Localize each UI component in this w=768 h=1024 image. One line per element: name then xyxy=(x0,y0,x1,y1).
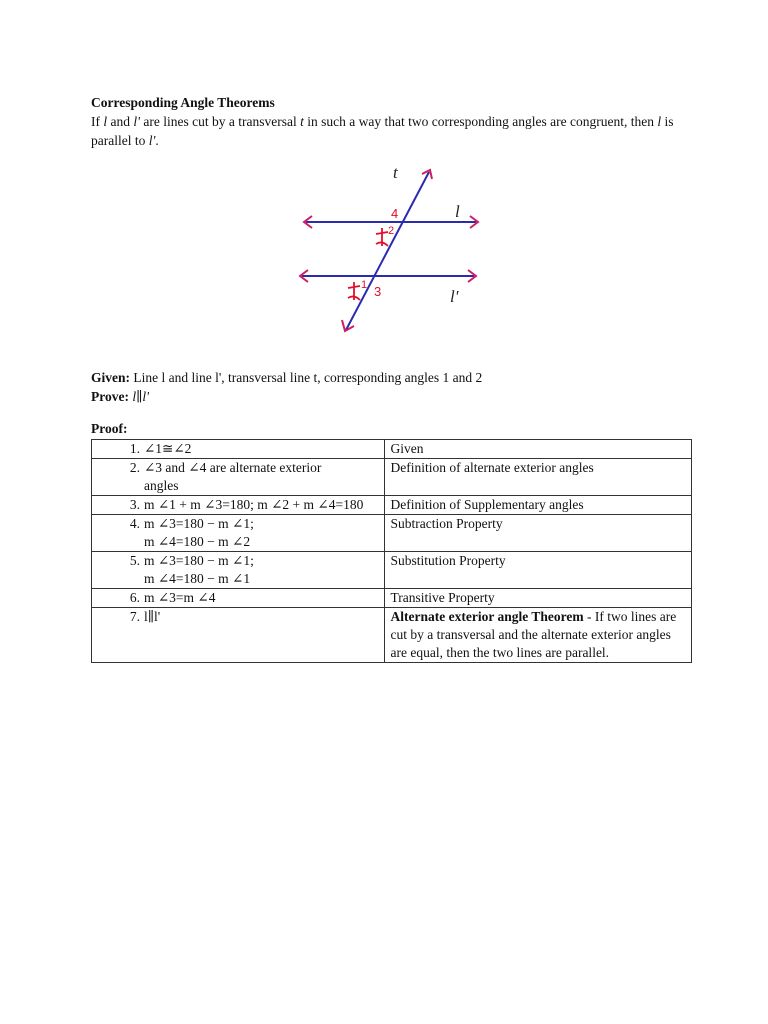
intro-text: in such a way that two corresponding angles are congruent, then xyxy=(303,114,658,129)
transversal-symbol: t xyxy=(300,114,304,129)
angle-mark-1 xyxy=(348,282,360,300)
intro-text: is parallel to xyxy=(91,114,674,148)
reason-text: Transitive Property xyxy=(390,590,495,605)
prove-label: Prove: xyxy=(91,389,129,404)
statement-line xyxy=(92,533,378,551)
reason-cell xyxy=(384,459,691,496)
prove-line xyxy=(91,387,482,406)
reason-text: Definition of Supplementary angles xyxy=(390,497,584,512)
proof-row xyxy=(92,608,692,663)
step-number: 7. xyxy=(129,609,140,624)
angle-label-3: 3 xyxy=(374,284,382,299)
reason-text: Subtraction Property xyxy=(390,516,503,531)
statement-text: m ∠1 + m ∠3=180; m ∠2 + m ∠4=180 xyxy=(144,497,364,512)
statement-text: l∥l' xyxy=(144,609,161,624)
statement-line xyxy=(92,552,378,570)
statement-line xyxy=(92,515,378,533)
reason-cell xyxy=(384,440,691,459)
angle-label-2: 2 xyxy=(388,225,395,237)
proof-label: Proof: xyxy=(91,421,128,436)
statement-text: ∠3 and ∠4 are alternate exterior xyxy=(144,460,322,475)
label-l: l xyxy=(455,202,460,221)
label-t: t xyxy=(393,163,398,182)
statement-line xyxy=(92,440,378,458)
intro-text: If xyxy=(91,114,104,129)
document-body xyxy=(91,93,693,150)
proof-row xyxy=(92,459,692,496)
theorem-name: Alternate exterior angle Theorem xyxy=(390,609,584,624)
step-number: 2. xyxy=(129,460,140,475)
statement-text: ∠1≅∠2 xyxy=(144,441,192,456)
statement-cell xyxy=(92,608,385,663)
intro-text: are lines cut by a transversal xyxy=(140,114,301,129)
reason-cell xyxy=(384,589,691,608)
step-number: 5. xyxy=(129,553,140,568)
statement-line xyxy=(92,570,378,588)
angle-label-4: 4 xyxy=(391,206,399,221)
intro-text: . xyxy=(155,133,159,148)
figure-svg xyxy=(298,160,488,336)
step-number: 4. xyxy=(129,516,140,531)
statement-text: angles xyxy=(144,478,179,493)
statement-line xyxy=(92,459,378,477)
proof-row xyxy=(92,496,692,515)
reason-text: Definition of alternate exterior angles xyxy=(390,460,594,475)
theorem-statement xyxy=(91,112,693,150)
step-number: 6. xyxy=(129,590,140,605)
statement-cell xyxy=(92,496,385,515)
statement-line xyxy=(92,589,378,607)
statement-cell xyxy=(92,440,385,459)
reason-text: - If two lines are cut by a transversal and the alternate exterior angles are equal, then the two lines are parallel. xyxy=(390,609,677,660)
reason-text: Substitution Property xyxy=(390,553,506,568)
reason-cell xyxy=(384,608,691,663)
reason-text: Given xyxy=(390,441,424,456)
statement-line xyxy=(92,477,378,495)
reason-cell xyxy=(384,496,691,515)
reason-cell xyxy=(384,515,691,552)
label-lprime: l' xyxy=(450,287,459,306)
proof-row xyxy=(92,589,692,608)
intro-text: and xyxy=(107,114,134,129)
angle-mark-2 xyxy=(376,228,388,246)
line-l-symbol: l xyxy=(657,114,662,129)
given-line xyxy=(91,368,482,387)
statement-text: m ∠3=m ∠4 xyxy=(144,590,216,605)
line-lprime-symbol: l' xyxy=(148,133,156,148)
step-number: 3. xyxy=(129,497,140,512)
proof-row xyxy=(92,515,692,552)
line-l-symbol: l xyxy=(103,114,108,129)
step-number: 1. xyxy=(129,441,140,456)
proof-row xyxy=(92,552,692,589)
statement-text: m ∠3=180 − m ∠1; xyxy=(144,516,254,531)
statement-line xyxy=(92,608,378,626)
proof-table-body xyxy=(92,440,692,663)
given-label: Given: xyxy=(91,370,130,385)
prove-text: l∥l' xyxy=(128,389,149,404)
proof-row xyxy=(92,440,692,459)
given-text: Line l and line l', transversal line t, corresponding angles 1 and 2 xyxy=(130,370,483,385)
statement-text: m ∠3=180 − m ∠1; xyxy=(144,553,254,568)
statement-cell xyxy=(92,515,385,552)
statement-cell xyxy=(92,552,385,589)
angle-label-1: 1 xyxy=(361,279,368,291)
proof-table xyxy=(91,439,692,663)
transversal-t xyxy=(346,172,429,330)
doc-title: Corresponding Angle Theorems xyxy=(91,95,275,110)
statement-text: m ∠4=180 − m ∠2 xyxy=(144,534,251,549)
statement-cell xyxy=(92,589,385,608)
reason-cell xyxy=(384,552,691,589)
statement-cell xyxy=(92,459,385,496)
line-lprime-symbol: l' xyxy=(133,114,141,129)
statement-text: m ∠4=180 − m ∠1 xyxy=(144,571,251,586)
parallel-lines-figure xyxy=(298,160,488,336)
given-prove-block xyxy=(91,368,482,406)
statement-line xyxy=(92,496,378,514)
